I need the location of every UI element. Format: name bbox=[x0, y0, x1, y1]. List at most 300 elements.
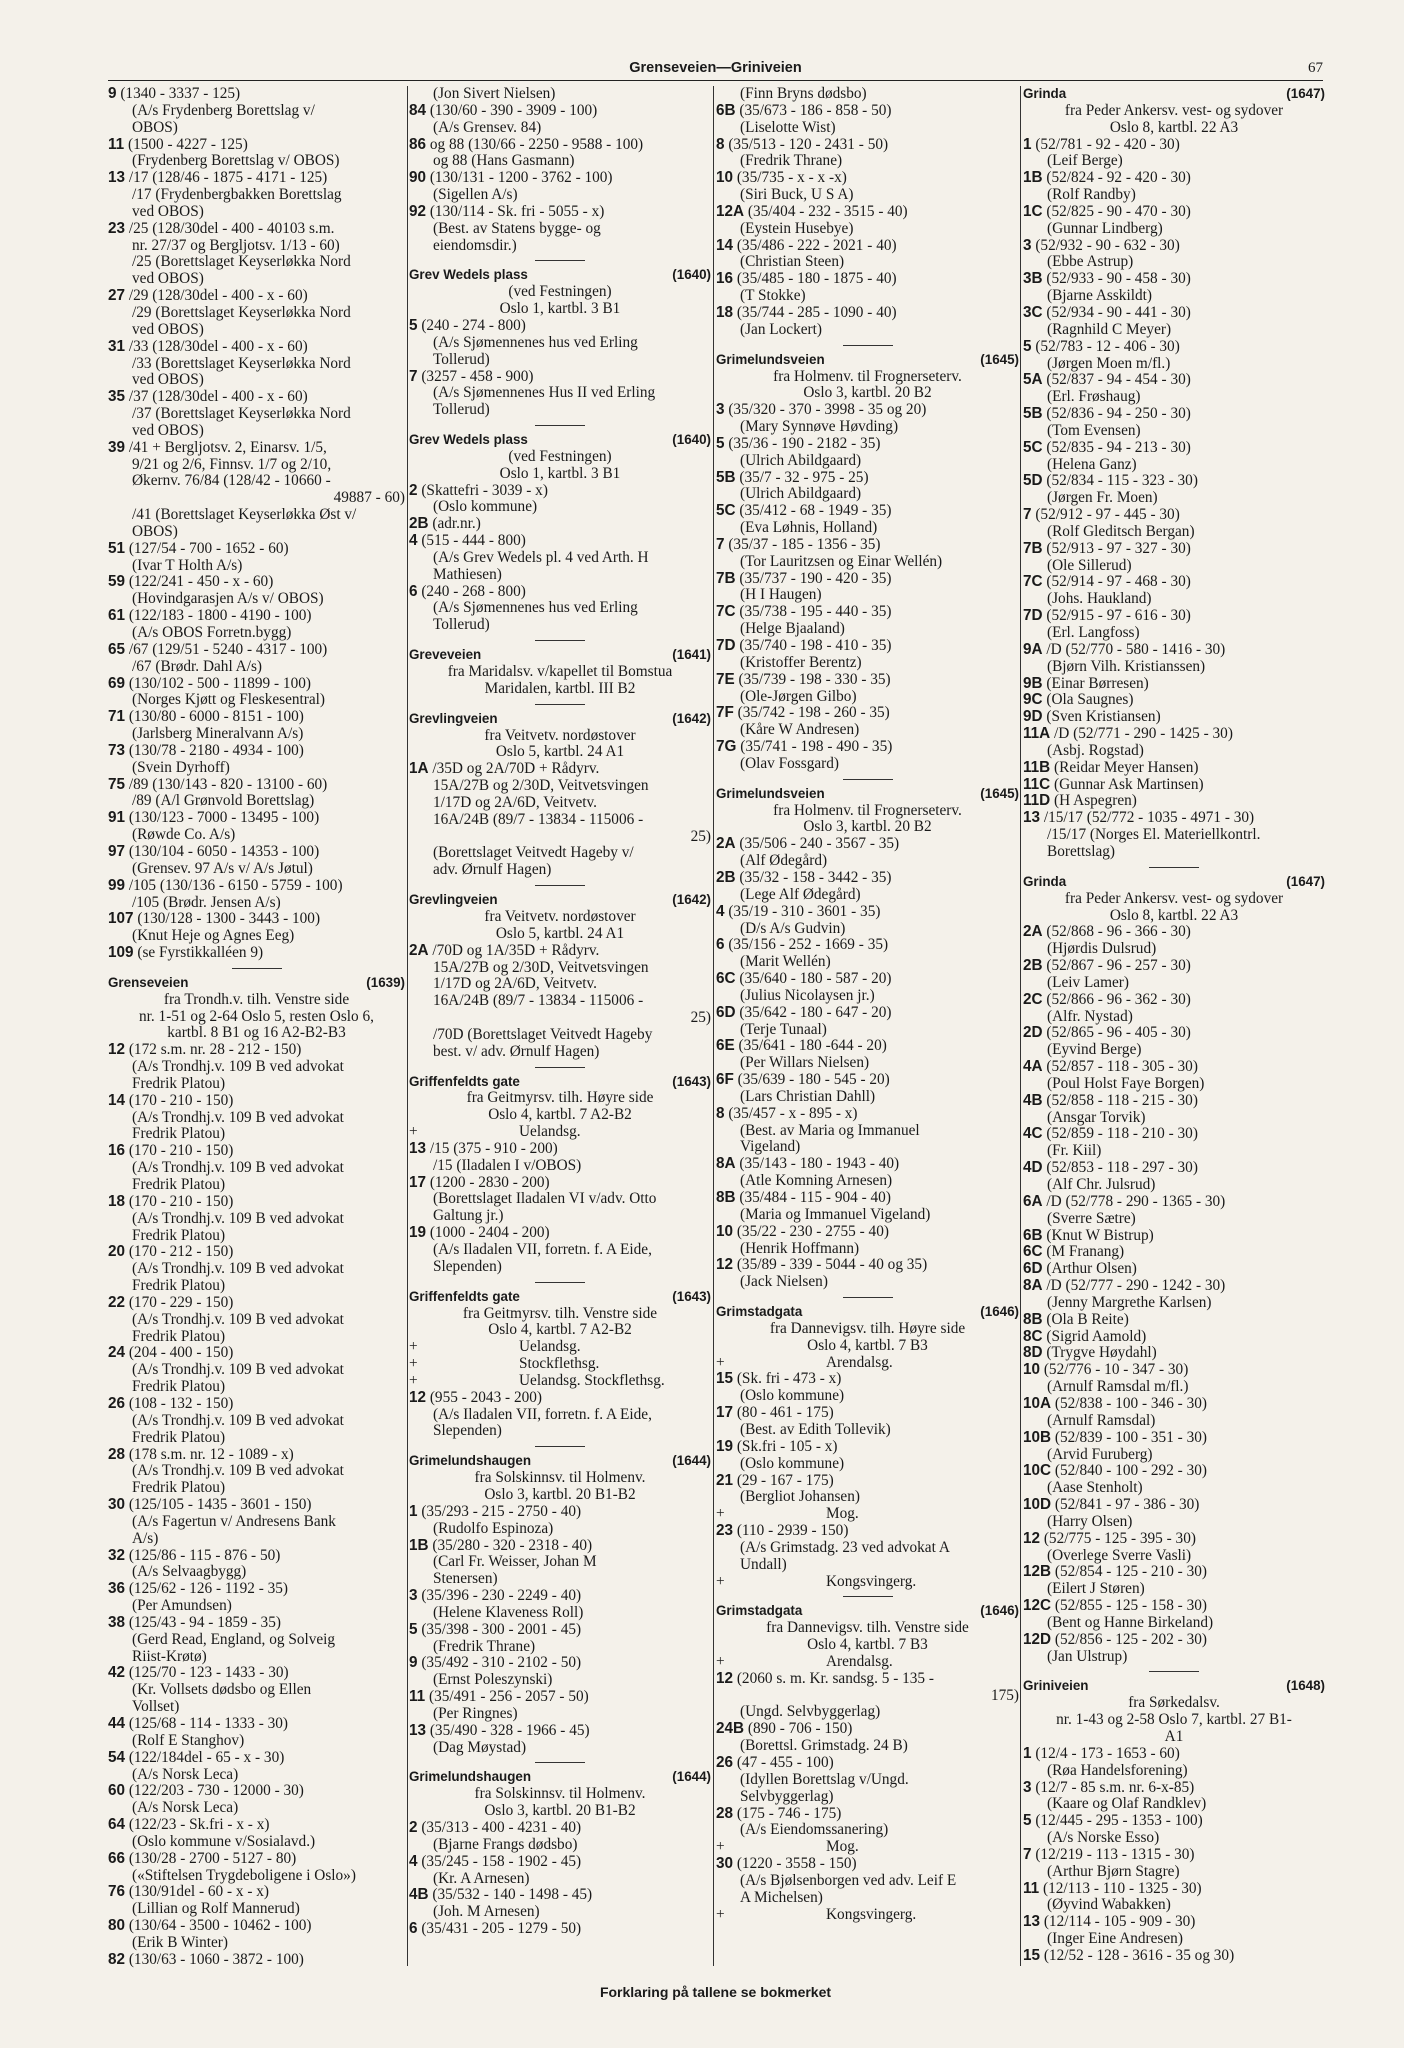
property-details: (52/868 - 96 - 366 - 30) bbox=[1042, 924, 1191, 941]
owner-line: Selvbyggerlag) bbox=[740, 1788, 834, 1805]
property-details: /41 + Bergljotsv. 2, Einarsv. 1/5, bbox=[125, 439, 327, 456]
house-number: 9C bbox=[1023, 692, 1043, 709]
house-number: 6 bbox=[409, 1921, 418, 1938]
house-number: 23 bbox=[108, 220, 126, 237]
owner-line: (Jan Ulstrup) bbox=[1047, 1648, 1128, 1665]
house-number: 2A bbox=[716, 836, 736, 853]
owner-line: /29 (Borettslaget Keyserløkka Nord bbox=[132, 304, 351, 321]
house-number: 6D bbox=[716, 1004, 736, 1021]
property-details: (M Franang) bbox=[1042, 1244, 1125, 1261]
property-entry bbox=[1023, 1160, 1325, 1177]
property-entry bbox=[108, 1548, 405, 1565]
owner-line: ved OBOS) bbox=[132, 372, 204, 389]
property-details: (130/63 - 1060 - 3872 - 100) bbox=[125, 1951, 304, 1968]
property-entry bbox=[409, 1504, 711, 1521]
street-code: (1647) bbox=[1286, 873, 1325, 889]
section-separator bbox=[716, 342, 1019, 348]
owner-line: (Gerd Read, England, og Solveig bbox=[132, 1631, 336, 1648]
owner-line: (Ulrich Abildgaard) bbox=[740, 486, 862, 503]
property-details: (35/431 - 205 - 1279 - 50) bbox=[417, 1921, 582, 1938]
property-details: (170 - 212 - 150) bbox=[125, 1244, 234, 1261]
property-entry bbox=[1023, 777, 1325, 794]
property-entry bbox=[1023, 1244, 1325, 1261]
owner-line: (A/s Norsk Leca) bbox=[132, 1766, 239, 1783]
owner-line: (Borettslaget Iladalen VI v/adv. Otto bbox=[433, 1191, 657, 1208]
house-number: 1B bbox=[409, 1537, 429, 1554]
property-entry bbox=[409, 1655, 711, 1672]
property-details: (52/857 - 118 - 305 - 30) bbox=[1042, 1059, 1198, 1076]
property-entry bbox=[1023, 137, 1325, 154]
property-details: (47 - 455 - 100) bbox=[733, 1755, 834, 1771]
owner-line: (A/s Selvaagbygg) bbox=[132, 1564, 247, 1581]
owner-line: (Jarlsberg Mineralvann A/s) bbox=[132, 726, 304, 743]
property-entry bbox=[409, 1622, 711, 1639]
cross-street bbox=[716, 1654, 1019, 1671]
column-1 bbox=[108, 86, 405, 1974]
cross-street-name: Arendalsg. bbox=[826, 1354, 893, 1371]
street-description: Oslo 5, kartbl. 24 A1 bbox=[495, 744, 625, 761]
property-details: (130/60 - 390 - 3909 - 100) bbox=[426, 102, 598, 119]
property-details: (12/4 - 173 - 1653 - 60) bbox=[1031, 1745, 1180, 1762]
property-entry bbox=[108, 844, 405, 861]
house-number: 6A bbox=[1023, 1193, 1043, 1210]
cross-street bbox=[716, 1574, 1019, 1591]
property-entry bbox=[716, 204, 1019, 221]
street-description: Oslo 4, kartbl. 7 B3 bbox=[807, 1637, 928, 1654]
property-details: (52/776 - 10 - 347 - 30) bbox=[1040, 1362, 1189, 1379]
property-entry bbox=[1023, 574, 1325, 591]
house-number: 2C bbox=[1023, 991, 1043, 1008]
house-number: 18 bbox=[108, 1193, 126, 1210]
property-entry bbox=[1023, 541, 1325, 558]
owner-line: (A/s Grensev. 84) bbox=[433, 119, 542, 136]
property-details: (52/867 - 96 - 257 - 30) bbox=[1042, 958, 1191, 975]
owner-line: (Finn Bryns dødsbo) bbox=[740, 86, 867, 102]
street-name: Grinda bbox=[1023, 873, 1067, 889]
house-number: 2D bbox=[1023, 1025, 1043, 1042]
house-number: 6B bbox=[716, 102, 736, 119]
property-details: (35/89 - 339 - 5044 - 40 og 35) bbox=[733, 1257, 928, 1274]
property-entry bbox=[108, 389, 405, 406]
property-entry bbox=[716, 1038, 1019, 1055]
property-details: (35/639 - 180 - 545 - 20) bbox=[733, 1072, 890, 1089]
street-name: Grenseveien bbox=[108, 974, 189, 990]
house-number: 6F bbox=[716, 1072, 734, 1089]
house-number: 12B bbox=[1023, 1564, 1052, 1581]
house-number: 109 bbox=[108, 945, 134, 962]
house-number: 86 bbox=[409, 136, 427, 153]
cross-street-name: Kongsvingerg. bbox=[826, 1573, 917, 1590]
owner-line: Vigeland) bbox=[740, 1139, 801, 1156]
house-number: 7 bbox=[716, 536, 725, 553]
property-entry bbox=[108, 1851, 405, 1868]
street-name: Grevlingveien bbox=[409, 892, 498, 908]
property-details: /105 (130/136 - 6150 - 5759 - 100) bbox=[125, 877, 343, 894]
cross-street bbox=[409, 1356, 711, 1373]
house-number: 14 bbox=[108, 1092, 126, 1109]
property-entry bbox=[409, 369, 711, 386]
property-details: /33 (128/30del - 400 - x - 60) bbox=[125, 338, 308, 355]
owner-line: (A/s Sjømennenes hus ved Erling bbox=[433, 600, 638, 617]
street-description: fra Peder Ankersv. vest- og sydover bbox=[1064, 102, 1284, 119]
crossing-icon: + bbox=[716, 1839, 725, 1856]
owner-line: /37 (Borettslaget Keyserløkka Nord bbox=[132, 406, 351, 423]
property-details: (1220 - 3558 - 150) bbox=[733, 1856, 857, 1873]
crossing-icon: + bbox=[716, 1573, 725, 1590]
property-entry bbox=[409, 1723, 711, 1740]
property-entry bbox=[108, 574, 405, 591]
property-entry bbox=[409, 761, 711, 778]
owner-line: (Ole Sillerud) bbox=[1047, 557, 1132, 574]
house-number: 30 bbox=[108, 1497, 126, 1514]
page-footer: Forklaring på tallene se bokmerket bbox=[599, 1984, 832, 2000]
house-number: 8D bbox=[1023, 1345, 1043, 1362]
street-name: Grimelundsveien bbox=[716, 351, 825, 367]
owner-line: (A/s Trondhj.v. 109 B ved advokat bbox=[132, 1362, 344, 1379]
house-number: 10 bbox=[1023, 1362, 1041, 1379]
property-entry bbox=[1023, 1914, 1325, 1931]
house-number: 19 bbox=[716, 1438, 734, 1455]
house-number: 19 bbox=[409, 1225, 427, 1242]
property-details: og 88 (130/66 - 2250 - 9588 - 100) bbox=[426, 136, 644, 153]
house-number: 73 bbox=[108, 742, 126, 759]
property-entry bbox=[409, 1820, 711, 1837]
property-details: (Reidar Meyer Hansen) bbox=[1050, 759, 1199, 776]
owner-line: (Helge Bjaaland) bbox=[740, 621, 845, 638]
owner-line: (Arnulf Ramsdal) bbox=[1047, 1412, 1156, 1429]
property-details: (52/865 - 96 - 405 - 30) bbox=[1042, 1025, 1191, 1042]
continuation-line: 25) bbox=[690, 828, 711, 845]
property-entry bbox=[1023, 1278, 1325, 1295]
owner-line: (Alf Chr. Julsrud) bbox=[1047, 1177, 1156, 1193]
house-number: 13 bbox=[1023, 1914, 1041, 1931]
owner-line: (Ulrich Abildgaard) bbox=[740, 452, 862, 469]
property-details: (35/642 - 180 - 647 - 20) bbox=[735, 1004, 892, 1021]
owner-line: (Norges Kjøtt og Fleskesentral) bbox=[132, 692, 326, 709]
owner-line: (Oslo kommune) bbox=[740, 1388, 845, 1405]
owner-line: («Stiftelsen Trygdeboligene i Oslo») bbox=[132, 1867, 356, 1884]
property-details: (130/104 - 6050 - 14353 - 100) bbox=[125, 843, 320, 860]
owner-line: /17 (Frydenbergbakken Borettslag bbox=[132, 187, 342, 204]
property-entry bbox=[1023, 1813, 1325, 1830]
property-entry bbox=[1023, 810, 1325, 827]
house-number: 107 bbox=[108, 911, 134, 928]
house-number: 11B bbox=[1023, 759, 1051, 776]
property-details: (125/86 - 115 - 876 - 50) bbox=[125, 1547, 281, 1564]
street-code: (1643) bbox=[672, 1073, 711, 1089]
property-entry bbox=[1023, 1228, 1325, 1245]
section-separator bbox=[409, 1759, 711, 1765]
owner-line: (Ragnhild C Meyer) bbox=[1047, 321, 1172, 338]
owner-line: (Hjørdis Dulsrud) bbox=[1047, 941, 1157, 958]
owner-line: (Jan Lockert) bbox=[740, 321, 822, 338]
house-number: 4B bbox=[409, 1887, 429, 1904]
page-header bbox=[108, 60, 1323, 82]
owner-line: (Helene Klaveness Roll) bbox=[433, 1604, 584, 1621]
property-entry bbox=[1023, 507, 1325, 524]
property-details: (Ola Saugnes) bbox=[1042, 692, 1134, 709]
property-details: (52/933 - 90 - 458 - 30) bbox=[1042, 271, 1191, 288]
property-details: (130/28 - 2700 - 5127 - 80) bbox=[125, 1850, 297, 1867]
house-number: 13 bbox=[409, 1140, 427, 1157]
owner-line: Vollset) bbox=[132, 1699, 180, 1716]
owner-line: (Lillian og Rolf Mannerud) bbox=[132, 1901, 300, 1918]
cross-street bbox=[716, 1506, 1019, 1523]
property-details: (Skattefri - 3039 - x) bbox=[417, 482, 548, 499]
street-description: (ved Festningen) bbox=[508, 448, 612, 465]
property-details: (35/641 - 180 -644 - 20) bbox=[734, 1038, 887, 1055]
owner-line: (Ernst Poleszynski) bbox=[433, 1672, 553, 1689]
property-details: (130/128 - 1300 - 3443 - 100) bbox=[133, 911, 321, 928]
owner-line: Slependen) bbox=[433, 1258, 502, 1275]
owner-line: Fredrik Platou) bbox=[132, 1278, 226, 1295]
owner-line: (Rolf Gleditsch Bergan) bbox=[1047, 523, 1195, 540]
owner-line: ved OBOS) bbox=[132, 321, 204, 338]
house-number: 8 bbox=[716, 1105, 725, 1122]
street-heading bbox=[1023, 1678, 1325, 1695]
street-heading bbox=[108, 975, 405, 992]
house-number: 3 bbox=[1023, 237, 1032, 254]
street-description: Oslo 4, kartbl. 7 B3 bbox=[807, 1337, 928, 1354]
house-number: 7E bbox=[716, 671, 735, 688]
owner-line: (Frydenberg Borettslag v/ OBOS) bbox=[132, 153, 340, 170]
property-details: /70D og 1A/35D + Rådyrv. bbox=[428, 942, 600, 959]
owner-line: (A/s Bjølsenborgen ved adv. Leif E bbox=[740, 1872, 957, 1889]
property-details: (35/486 - 222 - 2021 - 40) bbox=[733, 237, 897, 254]
property-details: (122/23 - Sk.fri - x - x) bbox=[125, 1817, 270, 1834]
street-name: Griffenfeldts gate bbox=[409, 1288, 520, 1304]
house-number: 10 bbox=[716, 1223, 734, 1240]
house-number: 7D bbox=[1023, 608, 1043, 625]
owner-line: nr. 27/37 og Bergljotsv. 1/13 - 60) bbox=[132, 237, 340, 254]
house-number: 1C bbox=[1023, 203, 1043, 220]
street-description: Oslo 8, kartbl. 22 A3 bbox=[1109, 907, 1239, 924]
owner-line: (A/s Sjømennenes Hus II ved Erling bbox=[433, 385, 656, 402]
owner-line: (Røa Handelsforening) bbox=[1047, 1762, 1188, 1779]
column-2 bbox=[409, 86, 711, 1974]
house-number: 7 bbox=[1023, 1846, 1032, 1863]
property-details: (35/640 - 180 - 587 - 20) bbox=[735, 971, 892, 988]
house-number: 65 bbox=[108, 641, 126, 658]
owner-line: (A/s Trondhj.v. 109 B ved advokat bbox=[132, 1412, 344, 1429]
property-entry bbox=[1023, 793, 1325, 810]
owner-line: (Arnulf Ramsdal m/fl.) bbox=[1047, 1379, 1189, 1396]
street-name: Grimelundshaugen bbox=[409, 1769, 532, 1785]
crossing-icon: + bbox=[716, 1506, 725, 1523]
property-details: (175 - 746 - 175) bbox=[733, 1805, 842, 1822]
house-number: 5D bbox=[1023, 473, 1043, 490]
property-entry bbox=[108, 1244, 405, 1261]
owner-line: (Jørgen Fr. Moen) bbox=[1047, 490, 1158, 507]
street-name: Grev Wedels plass bbox=[409, 432, 528, 448]
property-details: (170 - 210 - 150) bbox=[125, 1143, 234, 1160]
header-rule bbox=[108, 80, 1323, 81]
property-details: (29 - 167 - 175) bbox=[733, 1472, 834, 1489]
property-details: (52/934 - 90 - 441 - 30) bbox=[1042, 304, 1191, 321]
cross-street-name: Uelandsg. bbox=[519, 1339, 581, 1356]
property-entry bbox=[1023, 440, 1325, 457]
property-entry bbox=[716, 1257, 1019, 1274]
owner-line: (Joh. M Arnesen) bbox=[433, 1904, 540, 1921]
owner-line: (Oslo kommune) bbox=[740, 1455, 845, 1472]
street-heading bbox=[716, 1304, 1019, 1321]
property-entry bbox=[716, 1072, 1019, 1089]
house-number: 12 bbox=[409, 1389, 427, 1406]
property-details: (Gunnar Ask Martinsen) bbox=[1050, 776, 1204, 793]
property-entry bbox=[108, 541, 405, 558]
property-entry bbox=[108, 1884, 405, 1901]
property-entry bbox=[108, 743, 405, 760]
house-number: 10D bbox=[1023, 1497, 1052, 1514]
house-number: 4 bbox=[409, 1853, 418, 1870]
house-number: 4 bbox=[716, 903, 725, 920]
owner-line: (Bergliot Johansen) bbox=[740, 1489, 860, 1506]
property-details: (35/513 - 120 - 2431 - 50) bbox=[724, 136, 889, 153]
house-number: 7C bbox=[716, 604, 736, 621]
property-details: (204 - 400 - 150) bbox=[125, 1345, 234, 1362]
house-number: 69 bbox=[108, 675, 126, 692]
property-details: (52/824 - 92 - 420 - 30) bbox=[1042, 170, 1191, 187]
property-entry bbox=[1023, 271, 1325, 288]
owner-line: Fredrik Platou) bbox=[132, 1379, 226, 1396]
property-entry bbox=[108, 878, 405, 895]
street-heading bbox=[409, 711, 711, 728]
house-number: 28 bbox=[108, 1446, 126, 1463]
owner-line: (A/s Trondhj.v. 109 B ved advokat bbox=[132, 1160, 344, 1177]
property-entry bbox=[716, 1439, 1019, 1456]
property-entry bbox=[409, 483, 711, 500]
owner-line: (T Stokke) bbox=[740, 288, 806, 305]
column-4 bbox=[1023, 86, 1325, 1974]
street-description: fra Dannevigsv. tilh. Høyre side bbox=[769, 1320, 966, 1337]
property-entry bbox=[716, 402, 1019, 419]
property-entry bbox=[409, 1689, 711, 1706]
owner-line: (A/s Trondhj.v. 109 B ved advokat bbox=[132, 1463, 344, 1480]
property-entry bbox=[108, 1396, 405, 1413]
property-details: (35/156 - 252 - 1669 - 35) bbox=[724, 937, 889, 954]
house-number: 90 bbox=[409, 170, 427, 187]
property-entry bbox=[108, 1750, 405, 1767]
property-details: (35/404 - 232 - 3515 - 40) bbox=[744, 203, 908, 220]
property-entry bbox=[1023, 1126, 1325, 1143]
house-number: 13 bbox=[1023, 810, 1041, 827]
house-number: 10A bbox=[1023, 1395, 1052, 1412]
property-details: (35/739 - 198 - 330 - 35) bbox=[734, 671, 891, 688]
house-number: 12 bbox=[108, 1042, 126, 1059]
property-details: (Knut W Bistrup) bbox=[1042, 1227, 1154, 1244]
property-entry bbox=[108, 86, 405, 103]
property-details: (12/445 - 295 - 1353 - 100) bbox=[1031, 1813, 1203, 1830]
property-entry bbox=[716, 571, 1019, 588]
house-number: 4D bbox=[1023, 1160, 1043, 1177]
owner-line: Undall) bbox=[740, 1556, 787, 1573]
owner-line: (Fredrik Thrane) bbox=[740, 153, 843, 170]
house-number: 13 bbox=[409, 1722, 427, 1739]
owner-line: eiendomsdir.) bbox=[433, 237, 517, 254]
owner-line: (Johs. Haukland) bbox=[1047, 591, 1152, 608]
house-number: 23 bbox=[716, 1523, 734, 1540]
owner-line: (A/s Norsk Leca) bbox=[132, 1800, 239, 1817]
property-details: (1200 - 2830 - 200) bbox=[426, 1174, 550, 1191]
property-entry bbox=[716, 1156, 1019, 1173]
property-entry bbox=[1023, 1059, 1325, 1076]
property-details: /D (52/778 - 290 - 1365 - 30) bbox=[1042, 1193, 1226, 1210]
owner-line: (A/s Eiendomssanering) bbox=[740, 1822, 889, 1839]
owner-line: (Fredrik Thrane) bbox=[433, 1638, 536, 1655]
owner-line: (Harry Olsen) bbox=[1047, 1513, 1133, 1530]
owner-line: /70D (Borettslaget Veitvedt Hageby bbox=[433, 1026, 653, 1043]
cross-street bbox=[716, 1839, 1019, 1856]
owner-line: Stenersen) bbox=[433, 1571, 498, 1588]
property-details: (35/37 - 185 - 1356 - 35) bbox=[724, 536, 881, 553]
owner-line: (Tor Lauritzsen og Einar Wellén) bbox=[740, 553, 943, 570]
property-details: (52/858 - 118 - 215 - 30) bbox=[1042, 1092, 1198, 1109]
property-entry bbox=[108, 288, 405, 305]
owner-line: (A/s Trondhj.v. 109 B ved advokat bbox=[132, 1109, 344, 1126]
cross-street bbox=[409, 1339, 711, 1356]
property-entry bbox=[1023, 1093, 1325, 1110]
street-code: (1646) bbox=[980, 1603, 1019, 1619]
house-number: 3 bbox=[409, 1588, 418, 1605]
property-details: (52/836 - 94 - 250 - 30) bbox=[1042, 406, 1191, 423]
house-number: 2B bbox=[1023, 958, 1043, 975]
house-number: 6E bbox=[716, 1038, 735, 1055]
property-entry bbox=[716, 1371, 1019, 1388]
house-number: 51 bbox=[108, 540, 126, 557]
street-code: (1644) bbox=[672, 1769, 711, 1785]
owner-line: (Rolf E Stanghov) bbox=[132, 1732, 245, 1749]
owner-line: 16A/24B (89/7 - 13834 - 115006 - bbox=[433, 811, 644, 828]
owner-line: (Siri Buck, U S A) bbox=[740, 187, 854, 204]
owner-line: (Lege Alf Ødegård) bbox=[740, 886, 861, 903]
owner-line: (Røwde Co. A/s) bbox=[132, 827, 236, 844]
street-name: Greveveien bbox=[409, 647, 482, 663]
property-entry bbox=[1023, 1632, 1325, 1649]
owner-line: Tollerud) bbox=[433, 617, 490, 634]
property-details: (35/738 - 195 - 440 - 35) bbox=[735, 604, 892, 621]
house-number: 2A bbox=[1023, 924, 1043, 941]
house-number: 16 bbox=[108, 1143, 126, 1160]
owner-line: (Henrik Hoffmann) bbox=[740, 1240, 860, 1257]
owner-line: (Ivar T Holth A/s) bbox=[132, 557, 243, 574]
property-entry bbox=[1023, 760, 1325, 777]
property-details: /15 (375 - 910 - 200) bbox=[426, 1140, 558, 1157]
property-entry bbox=[716, 1005, 1019, 1022]
property-entry bbox=[716, 1106, 1019, 1123]
owner-line: Fredrik Platou) bbox=[132, 1480, 226, 1497]
owner-line: (Kristoffer Berentz) bbox=[740, 654, 862, 671]
house-number: 39 bbox=[108, 439, 126, 456]
property-details: (125/62 - 126 - 1192 - 35) bbox=[125, 1581, 289, 1598]
property-entry bbox=[716, 672, 1019, 689]
street-description: fra Geitmyrsv. tilh. Høyre side bbox=[466, 1090, 654, 1107]
property-entry bbox=[1023, 1430, 1325, 1447]
street-description: Oslo 3, kartbl. 20 B2 bbox=[803, 819, 932, 836]
owner-line: (A/s Sjømennenes hus ved Erling bbox=[433, 334, 638, 351]
property-details: (52/834 - 115 - 323 - 30) bbox=[1042, 473, 1198, 490]
property-entry bbox=[108, 1143, 405, 1160]
property-details: (35/740 - 198 - 410 - 35) bbox=[735, 638, 892, 654]
property-details: (35/457 - x - 895 - x) bbox=[724, 1105, 858, 1122]
house-number: 6C bbox=[716, 971, 736, 988]
house-number: 8B bbox=[1023, 1311, 1043, 1328]
house-number: 17 bbox=[716, 1405, 734, 1422]
column-divider bbox=[407, 86, 408, 1966]
house-number: 12C bbox=[1023, 1598, 1052, 1615]
property-entry bbox=[108, 1497, 405, 1514]
property-entry bbox=[1023, 1847, 1325, 1864]
cross-street-name: Mog. bbox=[826, 1506, 859, 1523]
